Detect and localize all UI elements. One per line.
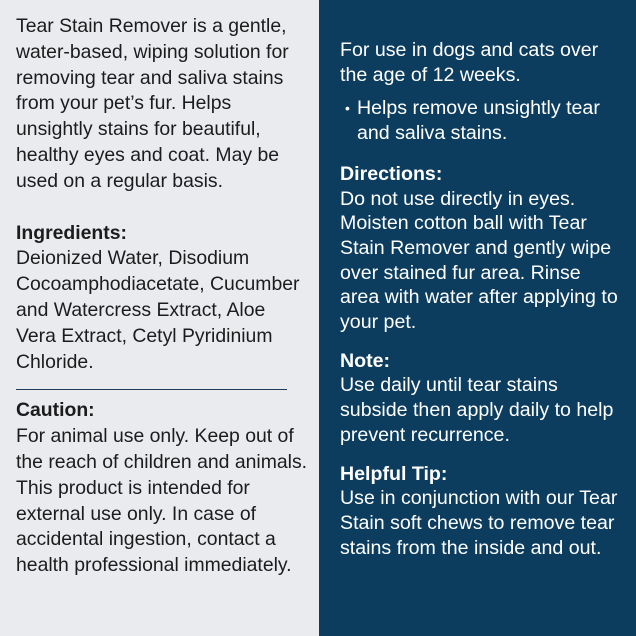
helpful-tip-heading: Helpful Tip: — [340, 462, 448, 485]
caution-text: For animal use only. Keep out of the reach of children and animals. This product is intended for external use only. In case of accidental ingestion, contact a health professional immediately. — [16, 425, 308, 577]
bullet-icon: • — [345, 100, 350, 117]
right-column — [319, 0, 636, 636]
directions-heading: Directions: — [340, 162, 443, 185]
ingredients-heading: Ingredients: — [16, 221, 127, 244]
note-heading: Note: — [340, 349, 391, 372]
benefit-bullet — [345, 96, 624, 145]
directions-text: Do not use directly in eyes. Moisten cotton ball with Tear Stain Remover and gently wipe over stained fur area. Rinse area with water after applying to your pet. — [340, 187, 618, 334]
ingredients-list: Deionized Water, Disodium Cocoamphodiacetate, Cucumber and Watercress Extract, Aloe Vera Extract, Cetyl Pyridinium Chloride. — [16, 247, 300, 373]
usage-text: For use in dogs and cats over the age of 12 weeks. — [340, 39, 599, 86]
note-text: Use daily until tear stains subside then apply daily to help prevent recurrence. — [340, 374, 614, 446]
section-divider — [16, 389, 287, 390]
helpful-tip-text: Use in conjunction with our Tear Stain soft chews to remove tear stains from the inside and out. — [340, 487, 618, 559]
benefit-text: Helps remove unsightly tear and saliva stains. — [357, 97, 600, 145]
caution-heading: Caution: — [16, 399, 95, 422]
product-description: Tear Stain Remover is a gentle, water-based, wiping solution for removing tear and saliva stains from your pet’s fur. Helps unsightly stains for beautiful, healthy eyes and coat. May be used on a regular basis. — [16, 15, 289, 192]
